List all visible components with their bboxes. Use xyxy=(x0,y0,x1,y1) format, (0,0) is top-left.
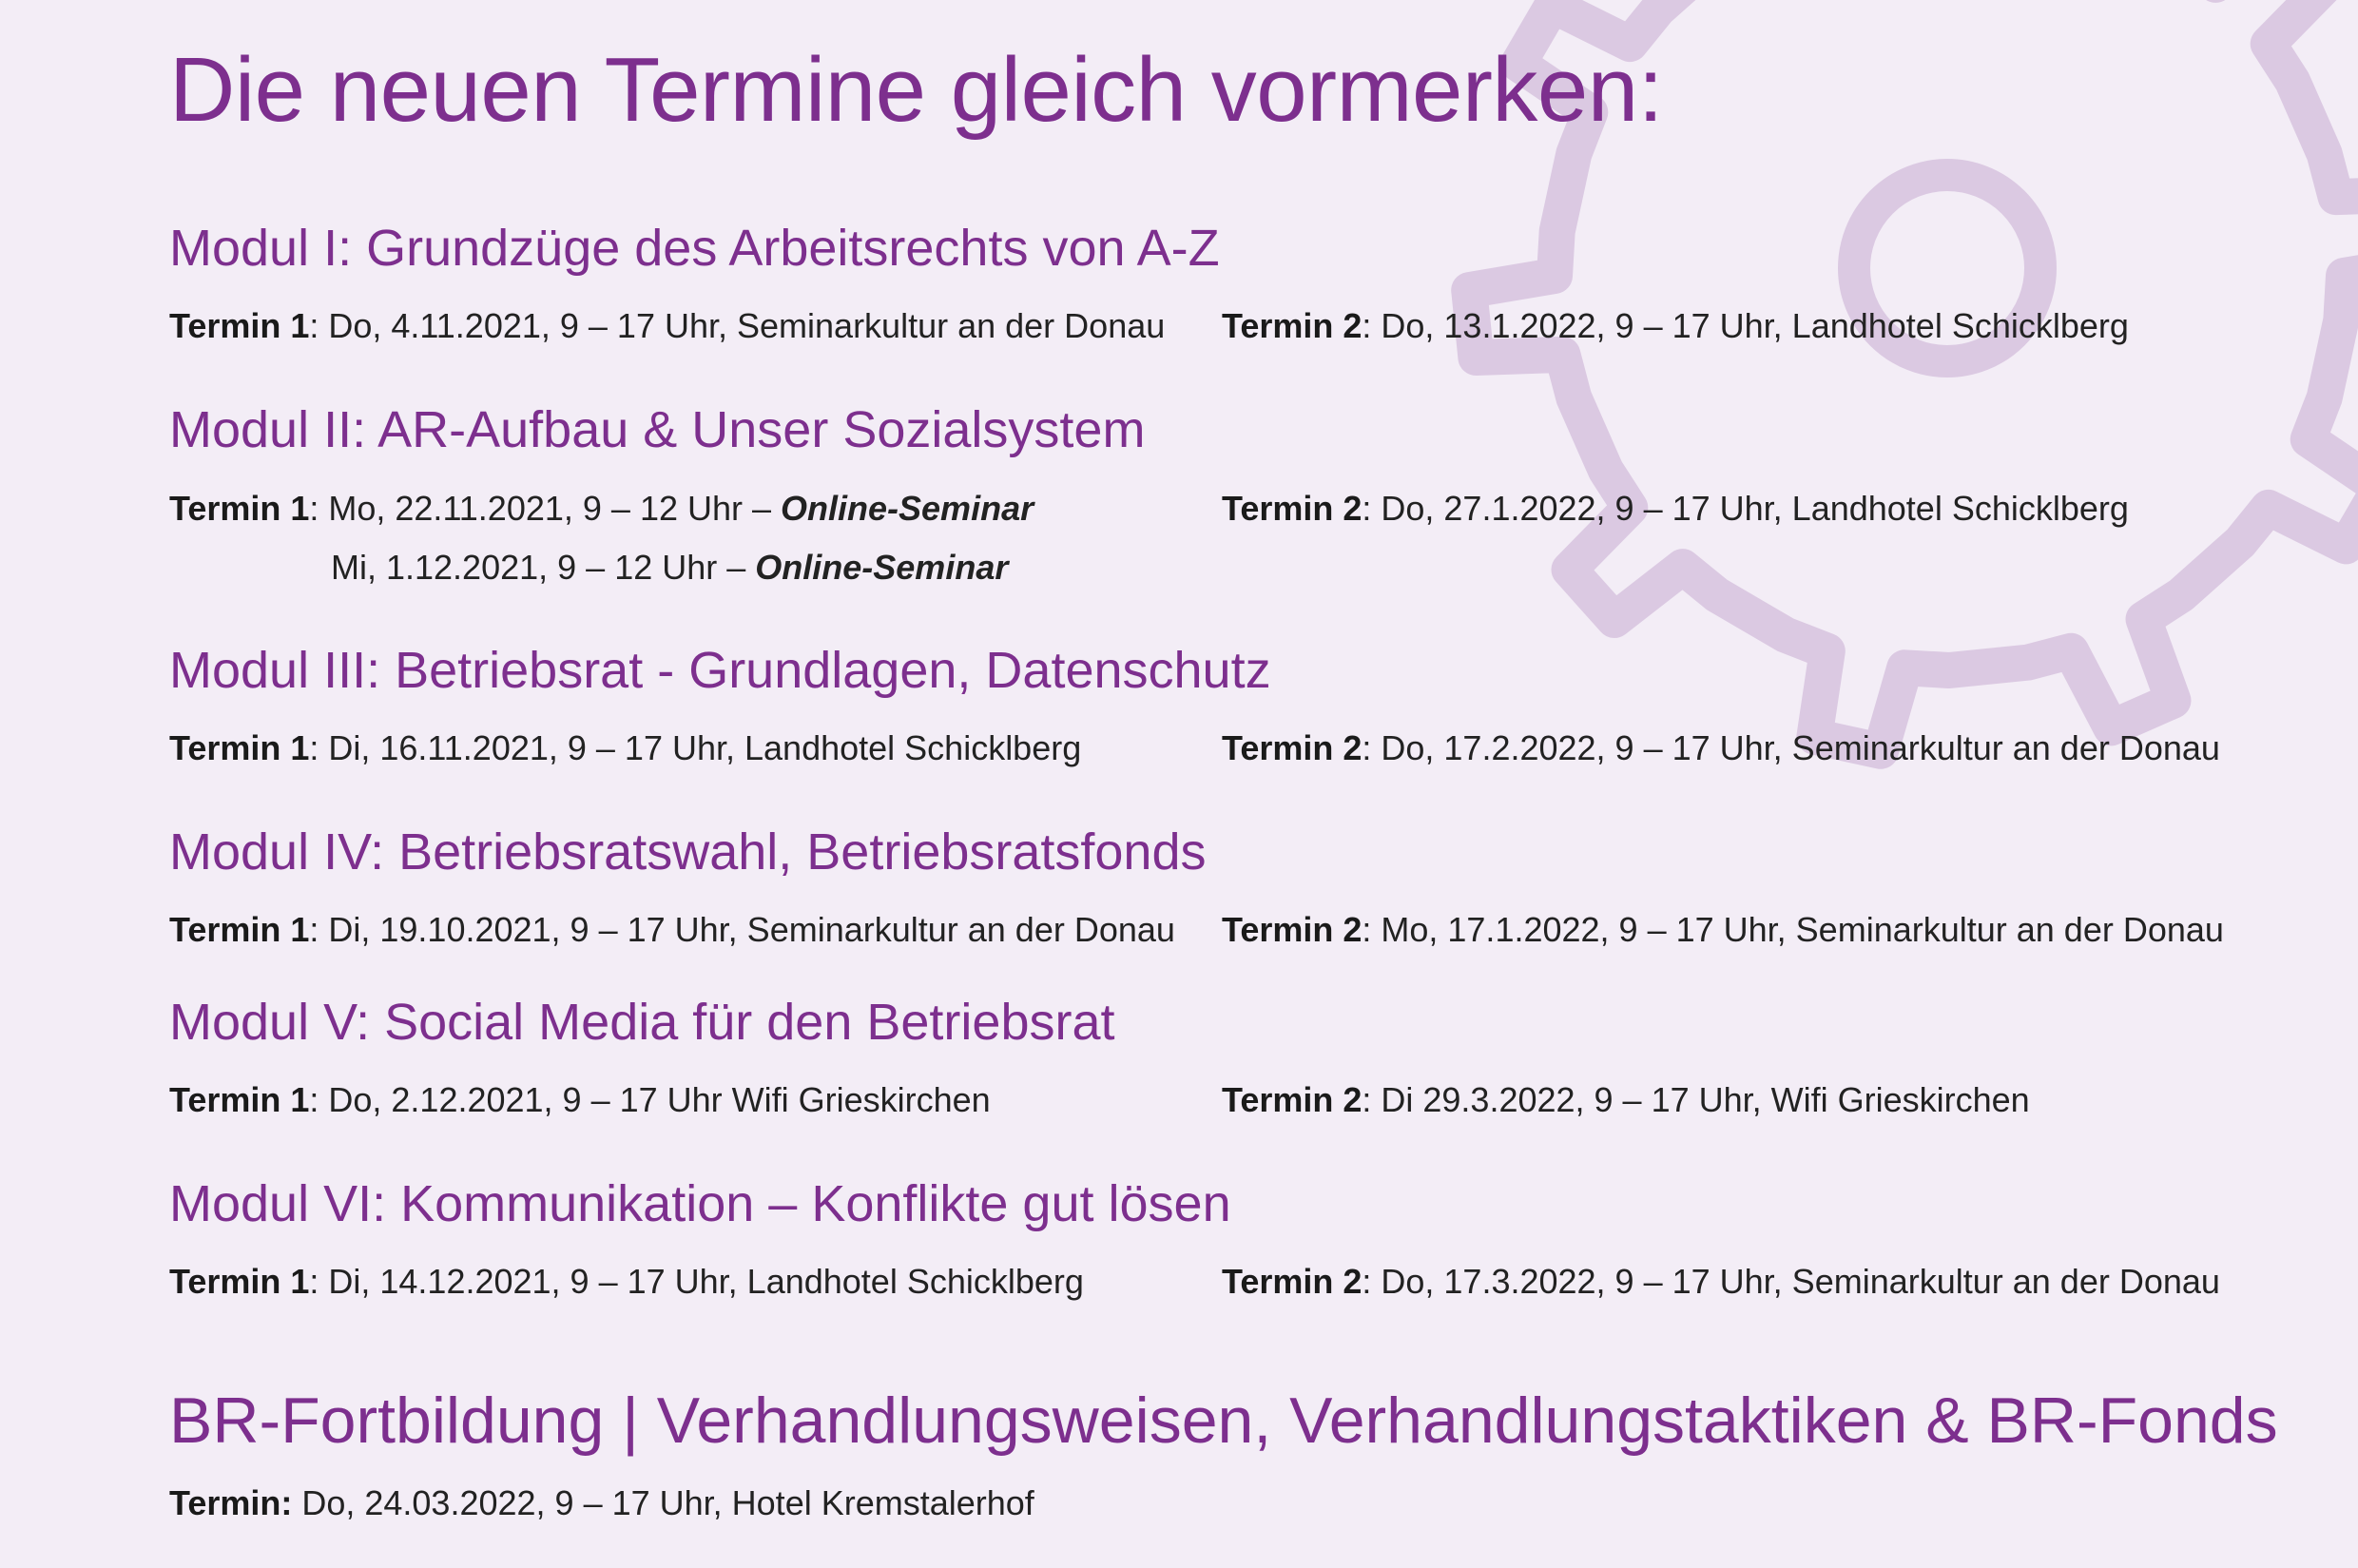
termin-label: Termin 1 xyxy=(169,1262,310,1301)
termin-details: : Di, 16.11.2021, 9 – 17 Uhr, Landhotel Schicklberg xyxy=(309,728,1082,767)
module-3-termin-2 xyxy=(1222,728,2220,768)
module-1-termin-1 xyxy=(169,306,1165,346)
page-title: Die neuen Termine gleich vormerken: xyxy=(169,39,1663,141)
module-4-termin-2 xyxy=(1222,910,2224,950)
online-seminar-note: Online-Seminar xyxy=(781,489,1034,528)
termin-details: : Di, 19.10.2021, 9 – 17 Uhr, Seminarkultur an der Donau xyxy=(309,910,1175,949)
termin-details: Do, 24.03.2022, 9 – 17 Uhr, Hotel Kremstalerhof xyxy=(292,1483,1034,1522)
termin-details: Mi, 1.12.2021, 9 – 12 Uhr – xyxy=(331,548,756,587)
module-2-termin-1 xyxy=(169,489,1034,529)
module-1-termin-2 xyxy=(1222,306,2129,346)
online-seminar-note: Online-Seminar xyxy=(755,548,1009,587)
termin-label: Termin 2 xyxy=(1222,489,1363,528)
termin-details: : Di 29.3.2022, 9 – 17 Uhr, Wifi Grieskirchen xyxy=(1362,1080,2030,1119)
termin-details: : Do, 2.12.2021, 9 – 17 Uhr Wifi Grieskirchen xyxy=(309,1080,991,1119)
module-5-termin-2 xyxy=(1222,1080,2030,1120)
termin-label: Termin 2 xyxy=(1222,1262,1363,1301)
module-3-title: Modul III: Betriebsrat - Grundlagen, Datenschutz xyxy=(169,642,1271,699)
termin-label: Termin 2 xyxy=(1222,1080,1363,1119)
fortbildung-title: BR-Fortbildung | Verhandlungsweisen, Verhandlungstaktiken & BR-Fonds xyxy=(169,1384,2278,1457)
module-1-title: Modul I: Grundzüge des Arbeitsrechts von A-Z xyxy=(169,220,1220,277)
termin-label: Termin: xyxy=(169,1483,293,1522)
fortbildung-termin xyxy=(169,1483,1034,1523)
termin-details: : Di, 14.12.2021, 9 – 17 Uhr, Landhotel Schicklberg xyxy=(309,1262,1084,1301)
termin-label: Termin 1 xyxy=(169,728,310,767)
termin-label: Termin 1 xyxy=(169,306,310,345)
termin-details: : Do, 27.1.2022, 9 – 17 Uhr, Landhotel Schicklberg xyxy=(1362,489,2129,528)
module-6-termin-1 xyxy=(169,1262,1084,1302)
termin-label: Termin 1 xyxy=(169,489,310,528)
module-5-title: Modul V: Social Media für den Betriebsrat xyxy=(169,994,1115,1051)
module-4-title: Modul IV: Betriebsratswahl, Betriebsratsfonds xyxy=(169,823,1207,881)
termin-details: : Do, 17.2.2022, 9 – 17 Uhr, Seminarkultur an der Donau xyxy=(1362,728,2220,767)
termin-label: Termin 2 xyxy=(1222,306,1363,345)
termin-label: Termin 2 xyxy=(1222,728,1363,767)
module-6-title: Modul VI: Kommunikation – Konflikte gut lösen xyxy=(169,1175,1231,1232)
termin-details: : Mo, 22.11.2021, 9 – 12 Uhr – xyxy=(309,489,782,528)
termin-label: Termin 2 xyxy=(1222,910,1363,949)
termin-details: : Mo, 17.1.2022, 9 – 17 Uhr, Seminarkultur an der Donau xyxy=(1362,910,2224,949)
termin-details: : Do, 13.1.2022, 9 – 17 Uhr, Landhotel Schicklberg xyxy=(1362,306,2129,345)
module-2-termin-2 xyxy=(1222,489,2129,529)
module-4-termin-1 xyxy=(169,910,1175,950)
module-5-termin-1 xyxy=(169,1080,991,1120)
module-2-title: Modul II: AR-Aufbau & Unser Sozialsystem xyxy=(169,401,1146,458)
termin-label: Termin 1 xyxy=(169,910,310,949)
module-6-termin-2 xyxy=(1222,1262,2220,1302)
termin-details: : Do, 17.3.2022, 9 – 17 Uhr, Seminarkultur an der Donau xyxy=(1362,1262,2220,1301)
termin-label: Termin 1 xyxy=(169,1080,310,1119)
module-3-termin-1 xyxy=(169,728,1081,768)
termin-details: : Do, 4.11.2021, 9 – 17 Uhr, Seminarkultur an der Donau xyxy=(309,306,1166,345)
module-2-termin-1-line-2 xyxy=(331,548,1008,588)
